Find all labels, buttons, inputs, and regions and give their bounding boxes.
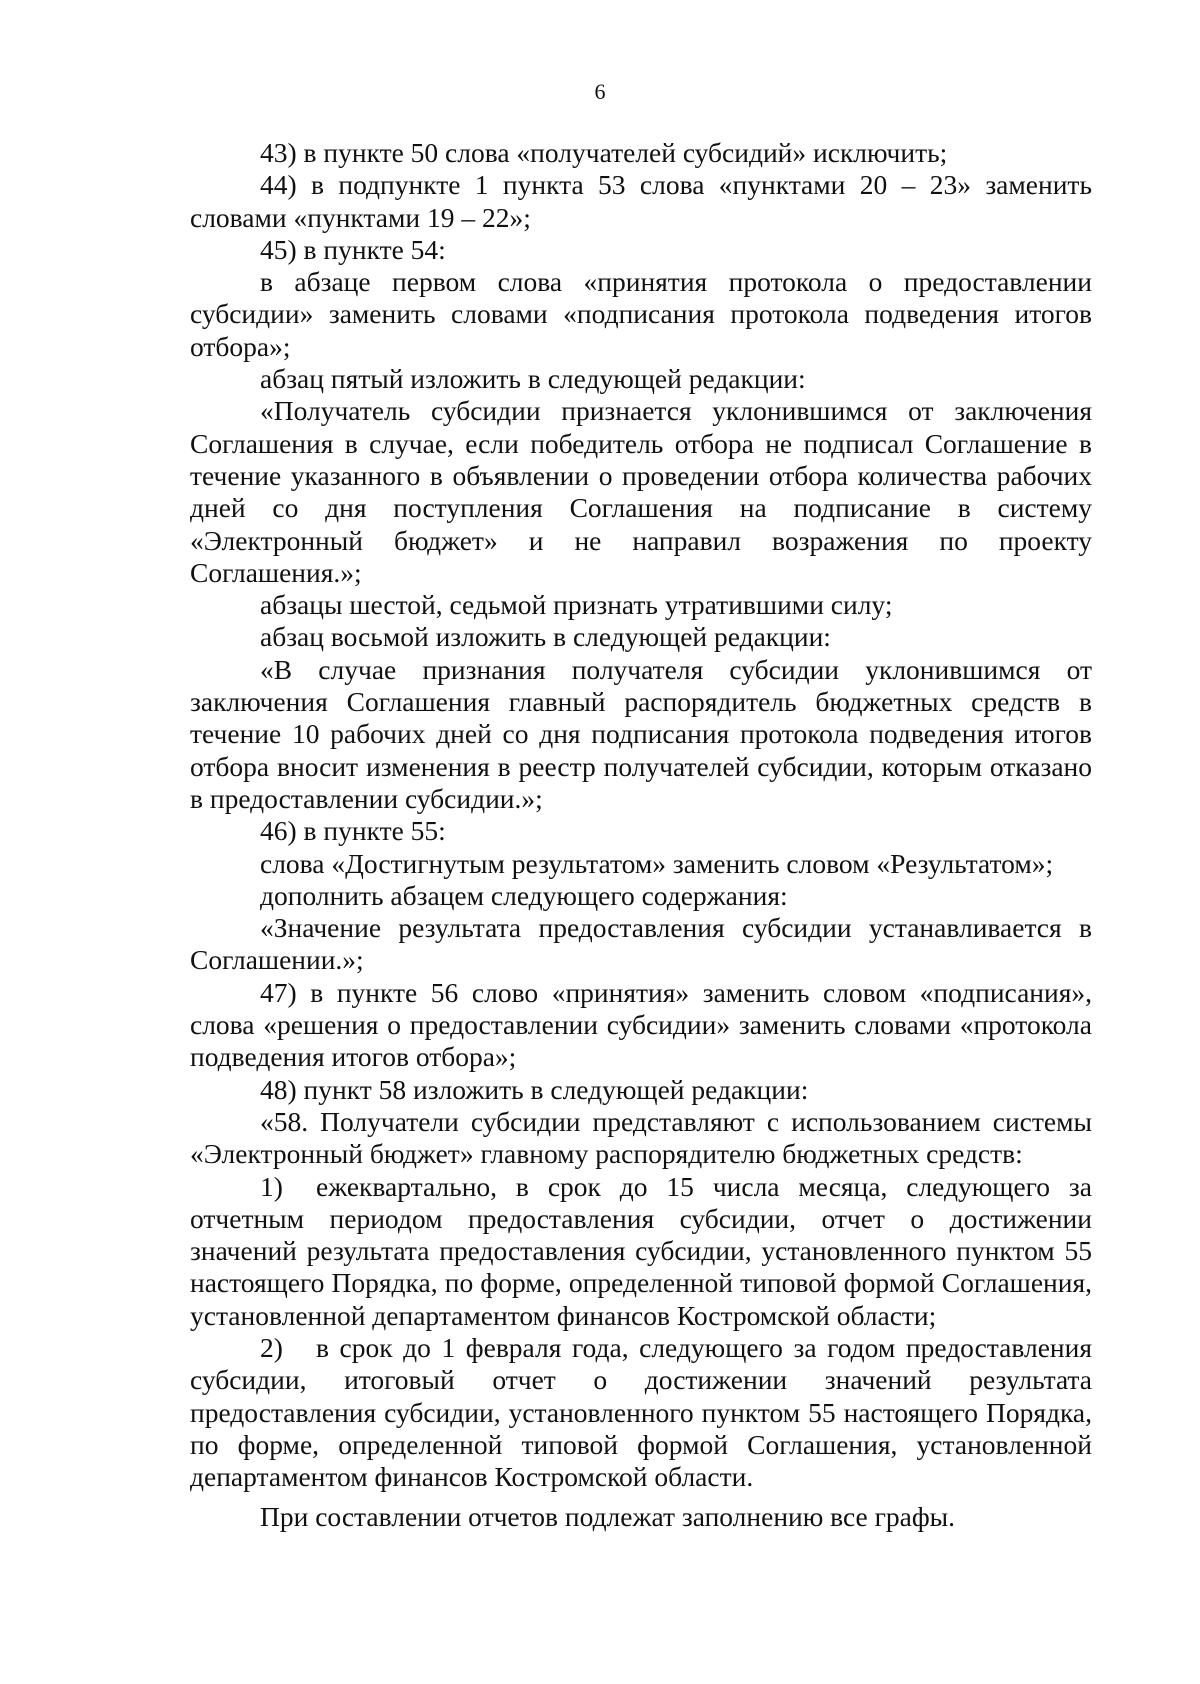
list-item bbox=[190, 1332, 1092, 1493]
list-item-number: 2) bbox=[260, 1331, 283, 1363]
paragraph: «Значение результата предоставления субсидии устанавливается в Соглашении.»; bbox=[190, 912, 1092, 976]
list-item-text: ежеквартально, в срок до 15 числа месяца, следующего за отчетным периодом предоставления субсидии, отчет о достижении значений результата предоставления субсидии, установленного пунктом 55 настоящего Порядка, по форме, определенной типовой формой Соглашения, установленной департаментом финансов Костромской области; bbox=[190, 1170, 1092, 1331]
paragraph: абзацы шестой, седьмой признать утратившими силу; bbox=[260, 589, 893, 621]
paragraph: абзац пятый изложить в следующей редакции: bbox=[260, 363, 806, 395]
paragraph: 44) в подпункте 1 пункта 53 слова «пунктами 20 – 23» заменить словами «пунктами 19 – 22»; bbox=[190, 169, 1092, 233]
paragraph: «В случае признания получателя субсидии уклонившимся от заключения Соглашения главный распорядитель бюджетных средств в течение 10 рабочих дней со дня подписания протокола подведения итогов отбора вносит изменения в реестр получателей субсидии, которым отказано в предоставлении субсидии.»; bbox=[190, 653, 1092, 814]
page-number: 6 bbox=[594, 79, 606, 104]
paragraph: абзац восьмой изложить в следующей редакции: bbox=[260, 621, 831, 653]
document-body bbox=[190, 137, 1092, 1534]
paragraph: 46) в пункте 55: bbox=[260, 815, 446, 847]
paragraph: «58. Получатели субсидии представляют с использованием системы «Электронный бюджет» главному распорядителю бюджетных средств: bbox=[190, 1105, 1092, 1170]
paragraph: 43) в пункте 50 слова «получателей субсидий» исключить; bbox=[260, 137, 948, 168]
paragraph: дополнить абзацем следующего содержания: bbox=[260, 879, 788, 911]
paragraph: в абзаце первом слова «принятия протокола о предоставлении субсидии» заменить словами «подписания протокола подведения итогов отбора»; bbox=[190, 266, 1092, 362]
paragraph: 45) в пункте 54: bbox=[260, 233, 446, 265]
paragraph: слова «Достигнутым результатом» заменить словом «Результатом»; bbox=[260, 847, 1054, 879]
closing-paragraph: При составлении отчетов подлежат заполнению все графы. bbox=[260, 1501, 956, 1533]
list-item bbox=[190, 1171, 1092, 1332]
list-item-number: 1) bbox=[260, 1170, 283, 1202]
paragraph: 48) пункт 58 изложить в следующей редакции: bbox=[260, 1073, 809, 1105]
list-item-text: в срок до 1 февраля года, следующего за годом предоставления субсидии, итоговый отчет о достижении значений результата предоставления субсидии, установленного пунктом 55 настоящего Порядка, по форме, определенной типовой формой Соглашения, установленной департаментом финансов Костромской области. bbox=[190, 1331, 1092, 1493]
paragraph: «Получатель субсидии признается уклонившимся от заключения Соглашения в случае, если победитель отбора не подписал Соглашение в течение указанного в объявлении о проведении отбора количества рабочих дней со дня поступления Соглашения на подписание в систему «Электронный бюджет» и не направил возражения по проекту Соглашения.»; bbox=[190, 395, 1092, 588]
paragraph: 47) в пункте 56 слово «принятия» заменить словом «подписания», слова «решения о предоставлении субсидии» заменить словами «протокола подведения итогов отбора»; bbox=[190, 976, 1092, 1073]
